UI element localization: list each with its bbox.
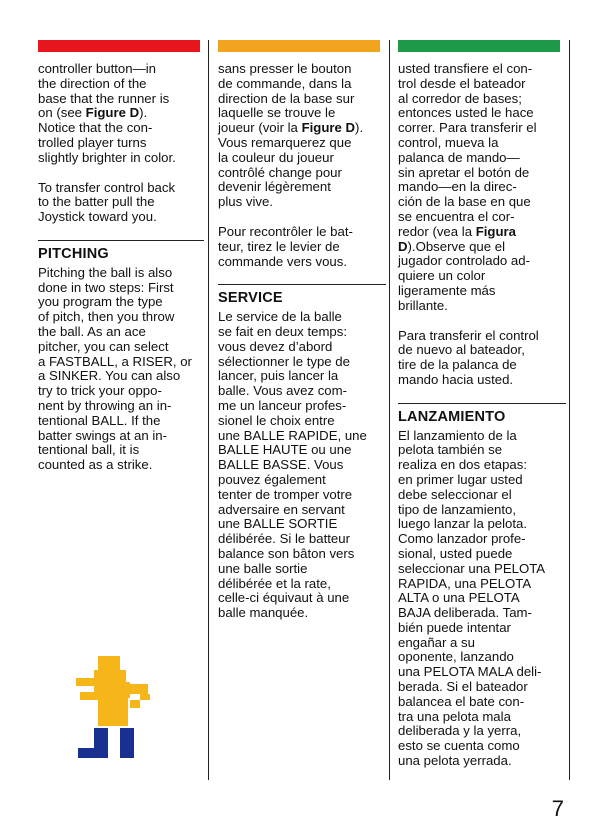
paragraph-pitching: Pitching the ball is also done in two steps: First you program the type of pitch, then you throw the ball. As an ace pitcher, you can select a FASTBALL, a RISER, or a SINKER. You can also try to trick your oppo- nent by throwing an in- tentional BALL. If the batter swings at an in- tentional ball, it is counted as a strike.: [38, 264, 192, 473]
column-divider-1: [208, 40, 209, 780]
paragraph-runner-control: sans presser le bouton de commande, dans la direction de la base sur laquelle se trouve le joueur (voir la Figure D). Vous remarquerez que la couleur du joueur contrôlé change pour devenir légèrement plus vive.: [218, 61, 364, 210]
paragraph-transfer-back: To transfer control back to the batter pull the Joystick toward you.: [38, 179, 176, 225]
figure-reference: Figure D: [301, 120, 356, 136]
column-spanish: [398, 62, 566, 784]
column-divider-2: [389, 40, 390, 780]
page-number: 7: [551, 796, 564, 821]
red-header-bar: [38, 40, 200, 52]
figure-reference: Figura D: [398, 223, 516, 254]
paragraph-lanzamiento: El lanzamiento de la pelota también se realiza en dos etapas: en primer lugar usted debe seleccionar el tipo de lanzamiento, luego lanzar la pelota. Como lanzador profe- sional, usted puede seleccionar una PELOTA RAPIDA, una PELOTA ALTA o una PELOTA BAJA deliberada. Tam- bién puede intentar engañar a su oponente, lanzando una PELOTA MALA deli- berada. Si el bateador balancea el bate con- tra una pelota mala deliberada y la yerra, esto se cuenta como una pelota yerrada.: [398, 427, 546, 769]
section-rule: [218, 284, 386, 285]
paragraph-transfer-back: Para transferir el control de nuevo al bateador, tire de la palanca de mando hacia usted.: [398, 327, 539, 387]
section-heading-lanzamiento: LANZAMIENTO: [398, 408, 506, 425]
column-divider-3: [569, 40, 570, 780]
column-french: [218, 62, 386, 636]
section-rule: [38, 240, 204, 241]
paragraph-service: Le service de la balle se fait en deux temps: vous devez d’abord sélectionner le type de lancer, puis lancer la balle. Vous avez com- me un lanceur profes- sionel le choix entre une BALLE RAPIDE, une BALLE HAUTE ou une BALLE BASSE. Vous pouvez également tenter de tromper votre adversaire en servant une BALLE SORTIE délibérée. Si le batteur balance son bâton vers une balle sortie délibérée et la rate, celle-ci équivaut à une balle manquée.: [218, 309, 367, 621]
pixel-player-icon: [74, 656, 170, 760]
green-header-bar: [398, 40, 560, 52]
section-heading-service: SERVICE: [218, 290, 283, 307]
paragraph-runner-control: usted transfiere el con- trol desde el bateador al corredor de bases; entonces usted le hace correr. Para transferir el control, mueva la palanca de mando— sin apretar el botón de mando—en la direc- ción de la base en que se encuentra el cor- redor (vea la Figura D).Observe que el jugador controlado ad- quiere un color ligeramente más brillante.: [398, 61, 537, 313]
paragraph-transfer-back: Pour recontrôler le bat- teur, tirez le levier de commande vers vous.: [218, 223, 353, 269]
paragraph-runner-control: controller button—in the direction of the base that the runner is on (see Figure D). Notice that the con- trolled player turns slightly brighter in color.: [38, 61, 176, 165]
figure-reference: Figure D: [85, 105, 140, 121]
orange-header-bar: [218, 40, 380, 52]
section-heading-pitching: PITCHING: [38, 245, 109, 262]
column-english: [38, 62, 204, 488]
section-rule: [398, 403, 566, 404]
